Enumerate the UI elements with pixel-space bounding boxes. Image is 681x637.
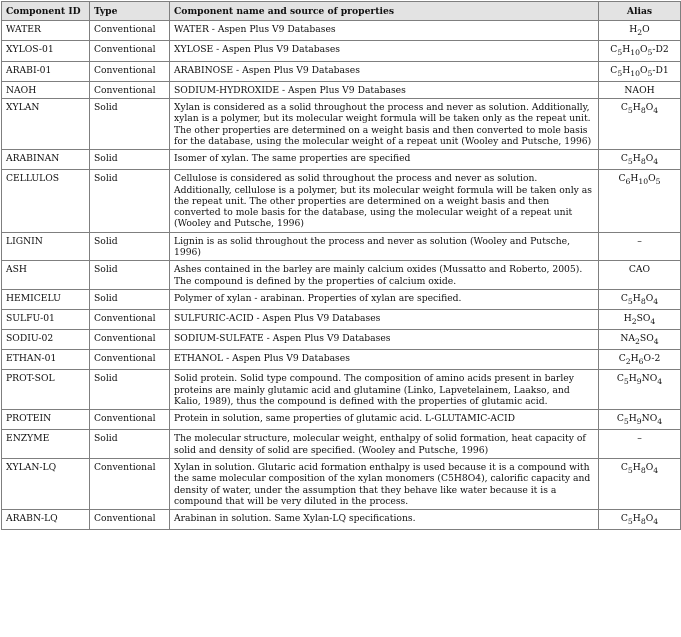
cell-component-id: HEMICELU bbox=[2, 289, 90, 309]
cell-type: Conventional bbox=[90, 61, 170, 81]
cell-description: SODIUM-SULFATE - Aspen Plus V9 Databases bbox=[170, 330, 599, 350]
cell-component-id: ENZYME bbox=[2, 430, 90, 459]
cell-description: Protein in solution, same properties of glutamic acid. L-GLUTAMIC-ACID bbox=[170, 410, 599, 430]
cell-alias: – bbox=[599, 430, 681, 459]
cell-description: Lignin is as solid throughout the process and never as solution (Wooley and Putsche, 1996) bbox=[170, 232, 599, 261]
cell-type: Conventional bbox=[90, 330, 170, 350]
cell-description: SODIUM-HYDROXIDE - Aspen Plus V9 Databases bbox=[170, 81, 599, 98]
header-row bbox=[2, 2, 681, 21]
cell-type: Conventional bbox=[90, 510, 170, 530]
components-table bbox=[1, 1, 681, 530]
cell-component-id: XYLOS-01 bbox=[2, 41, 90, 61]
table-row bbox=[2, 261, 681, 290]
cell-description: Xylan in solution. Glutaric acid formation enthalpy is used because it is a compound with the same molecular composition of the xylan monomers (C5H8O4), calorific capacity and density of water, under the assumption that they behave like water because it is a compound that will be very diluted in the process. bbox=[170, 459, 599, 510]
cell-component-id: ETHAN-01 bbox=[2, 350, 90, 370]
cell-description: SULFURIC-ACID - Aspen Plus V9 Databases bbox=[170, 310, 599, 330]
cell-component-id: LIGNIN bbox=[2, 232, 90, 261]
cell-alias: $H_2O$ bbox=[599, 21, 681, 41]
cell-alias: $C_6H_{10}O_5$ bbox=[599, 170, 681, 232]
table-row bbox=[2, 61, 681, 81]
table-row bbox=[2, 21, 681, 41]
cell-description: The molecular structure, molecular weight, enthalpy of solid formation, heat capacity of solid and density of solid are specified. (Wooley and Putsche, 1996) bbox=[170, 430, 599, 459]
cell-description: Xylan is considered as a solid throughout the process and never as solution. Additionally, xylan is a polymer, but its molecular weight formula will be taken only as the repeat unit. The other properties are determined on a weight basis and then converted to mole basis for the database, using the molecular weight of a repeat unit (Wooley and Putsche, 1996) bbox=[170, 98, 599, 149]
cell-alias: $C_5H_8O_4$ bbox=[599, 98, 681, 149]
cell-description: Solid protein. Solid type compound. The composition of amino acids present in barley proteins are mainly glutamic acid and glutamine (Linko, Lapvetelainem, Laakso, and Kalio, 1989), thus the compound is defined with the properties of glutamic acid. bbox=[170, 370, 599, 410]
table-row bbox=[2, 510, 681, 530]
cell-type: Solid bbox=[90, 370, 170, 410]
table-row bbox=[2, 350, 681, 370]
cell-alias: $C_5H_{10}O_5-D1$ bbox=[599, 61, 681, 81]
table-row bbox=[2, 81, 681, 98]
cell-alias: $C_5H_9NO_4$ bbox=[599, 410, 681, 430]
cell-type: Conventional bbox=[90, 81, 170, 98]
cell-type: Conventional bbox=[90, 310, 170, 330]
cell-description: Arabinan in solution. Same Xylan-LQ specifications. bbox=[170, 510, 599, 530]
cell-component-id: WATER bbox=[2, 21, 90, 41]
cell-component-id: PROT-SOL bbox=[2, 370, 90, 410]
cell-alias: $C_5H_9NO_4$ bbox=[599, 370, 681, 410]
header-type: Type bbox=[90, 2, 170, 21]
cell-component-id: ASH bbox=[2, 261, 90, 290]
cell-description: Cellulose is considered as solid throughout the process and never as solution. Additionally, cellulose is a polymer, but its molecular weight formula will be taken only as the repeat unit. The other properties are determined on a weight basis and then converted to mole basis for the database, using the molecular weight of a repeat unit (Wooley and Putsche, 1996) bbox=[170, 170, 599, 232]
cell-type: Conventional bbox=[90, 459, 170, 510]
cell-alias: $C_5H_8O_4$ bbox=[599, 459, 681, 510]
cell-alias: – bbox=[599, 232, 681, 261]
table-row bbox=[2, 150, 681, 170]
cell-component-id: CELLULOS bbox=[2, 170, 90, 232]
cell-alias: $H_2SO_4$ bbox=[599, 310, 681, 330]
cell-component-id: SODIU-02 bbox=[2, 330, 90, 350]
cell-component-id: XYLAN-LQ bbox=[2, 459, 90, 510]
cell-type: Solid bbox=[90, 98, 170, 149]
cell-description: ARABINOSE - Aspen Plus V9 Databases bbox=[170, 61, 599, 81]
table-row bbox=[2, 410, 681, 430]
cell-component-id: PROTEIN bbox=[2, 410, 90, 430]
cell-component-id: NAOH bbox=[2, 81, 90, 98]
cell-description: Ashes contained in the barley are mainly calcium oxides (Mussatto and Roberto, 2005). The compound is defined by the properties of calcium oxide. bbox=[170, 261, 599, 290]
cell-component-id: ARABI-01 bbox=[2, 61, 90, 81]
cell-description: Polymer of xylan - arabinan. Properties of xylan are specified. bbox=[170, 289, 599, 309]
table-row bbox=[2, 232, 681, 261]
cell-type: Solid bbox=[90, 170, 170, 232]
cell-description: ETHANOL - Aspen Plus V9 Databases bbox=[170, 350, 599, 370]
cell-type: Solid bbox=[90, 261, 170, 290]
cell-type: Solid bbox=[90, 150, 170, 170]
cell-alias: $C_5H_8O_4$ bbox=[599, 150, 681, 170]
cell-description: WATER - Aspen Plus V9 Databases bbox=[170, 21, 599, 41]
cell-alias: $C_5H_8O_4$ bbox=[599, 510, 681, 530]
cell-alias: $C_2H_6O-2$ bbox=[599, 350, 681, 370]
table-row bbox=[2, 170, 681, 232]
cell-alias: $C_5H_8O_4$ bbox=[599, 289, 681, 309]
cell-type: Conventional bbox=[90, 41, 170, 61]
table-row bbox=[2, 370, 681, 410]
cell-description: XYLOSE - Aspen Plus V9 Databases bbox=[170, 41, 599, 61]
cell-description: Isomer of xylan. The same properties are specified bbox=[170, 150, 599, 170]
cell-type: Conventional bbox=[90, 410, 170, 430]
cell-alias: CAO bbox=[599, 261, 681, 290]
table-row bbox=[2, 41, 681, 61]
table-row bbox=[2, 459, 681, 510]
table-row bbox=[2, 98, 681, 149]
cell-type: Solid bbox=[90, 232, 170, 261]
table-row bbox=[2, 310, 681, 330]
cell-component-id: ARABN-LQ bbox=[2, 510, 90, 530]
cell-alias: NAOH bbox=[599, 81, 681, 98]
cell-type: Conventional bbox=[90, 21, 170, 41]
table-row bbox=[2, 289, 681, 309]
cell-alias: $NA_2SO_4$ bbox=[599, 330, 681, 350]
cell-type: Solid bbox=[90, 430, 170, 459]
table-row bbox=[2, 430, 681, 459]
cell-type: Conventional bbox=[90, 350, 170, 370]
cell-component-id: SULFU-01 bbox=[2, 310, 90, 330]
cell-component-id: ARABINAN bbox=[2, 150, 90, 170]
cell-type: Solid bbox=[90, 289, 170, 309]
cell-component-id: XYLAN bbox=[2, 98, 90, 149]
cell-alias: $C_5H_{10}O_5-D2$ bbox=[599, 41, 681, 61]
header-alias: Alias bbox=[599, 2, 681, 21]
header-component-name: Component name and source of properties bbox=[170, 2, 599, 21]
table-row bbox=[2, 330, 681, 350]
header-component-id: Component ID bbox=[2, 2, 90, 21]
